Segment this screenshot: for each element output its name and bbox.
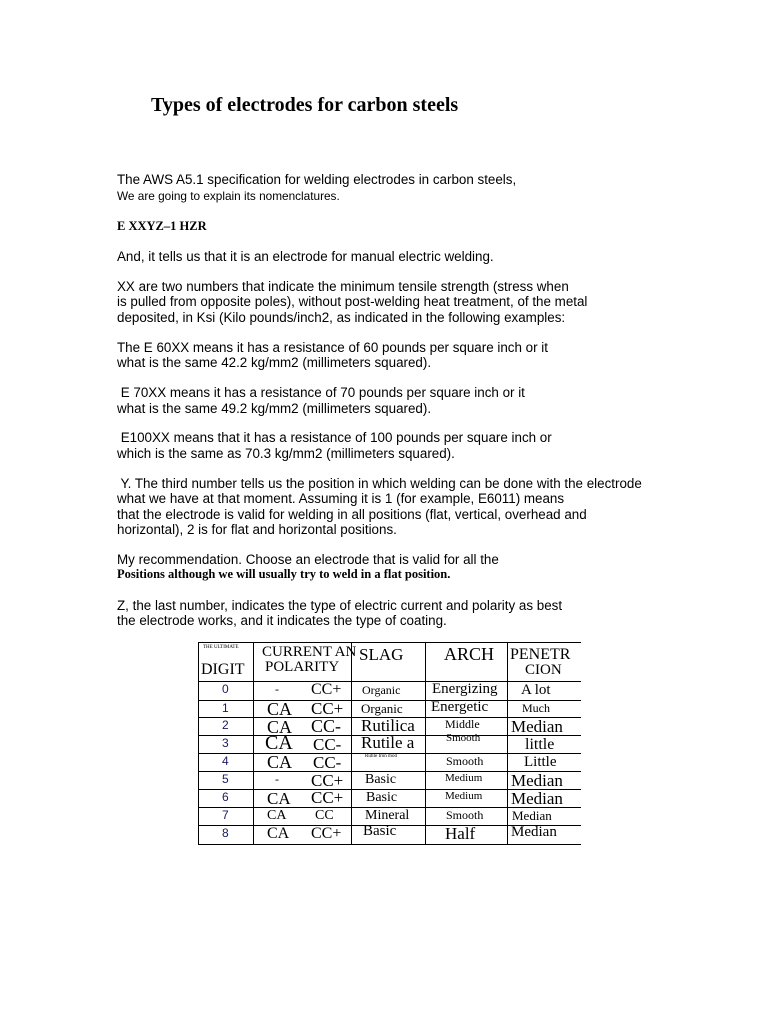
table-cell-digit: 2 (222, 718, 229, 732)
table-cell-slag: Organic (361, 701, 403, 716)
table-cell-slag: Rutile a (361, 733, 415, 752)
table-cell-ca: CA (267, 789, 291, 808)
electrode-digit-table (198, 642, 581, 845)
table-cell-cc: CC+ (311, 788, 344, 807)
paragraph-recommendation-line-1: My recommendation. Choose an electrode that is valid for all the (117, 552, 499, 567)
table-column-divider (425, 643, 426, 844)
paragraph-y-line-1: Y. The third number tells us the position in which welding can be done with the electrode (117, 476, 642, 491)
table-header-digit-caption: THE ULTIMATE (203, 645, 239, 650)
table-cell-cc: CC+ (311, 771, 344, 790)
table-cell-slag: Basic (365, 772, 397, 787)
table-cell-cc: CC (315, 808, 334, 823)
table-cell-digit: 4 (222, 754, 229, 768)
table-cell-slag: Mineral (365, 808, 410, 823)
table-cell-arch: Energizing (432, 681, 498, 697)
table-cell-cc: CC+ (311, 699, 344, 718)
table-cell-digit: 0 (222, 682, 229, 696)
table-cell-ca: CA (267, 825, 290, 842)
table-header-arch: ARCH (444, 644, 495, 664)
table-cell-cc: CC+ (311, 825, 342, 842)
table-cell-penetration: Much (522, 701, 550, 715)
table-cell-ca: CA (267, 752, 293, 772)
paragraph-e60-line-2: what is the same 42.2 kg/mm2 (millimeters squared). (117, 355, 432, 370)
table-column-divider (253, 643, 254, 844)
table-cell-slag: Rutile Iron mod (365, 754, 397, 759)
table-cell-digit: 7 (222, 808, 229, 822)
table-cell-penetration: Median (511, 717, 563, 736)
paragraph-e70-line-1: E 70XX means it has a resistance of 70 pounds per square inch or it (117, 385, 525, 400)
table-cell-slag: Rutilica (361, 716, 415, 735)
table-cell-digit: 5 (222, 772, 229, 786)
table-header-slag: SLAG (359, 645, 404, 664)
paragraph-recommendation-line-2: Positions although we will usually try to weld in a flat position. (117, 567, 451, 581)
table-cell-arch: Smooth (446, 732, 481, 744)
table-cell-cc: CC- (311, 716, 342, 736)
table-cell-slag: Basic (366, 790, 398, 805)
table-column-divider (351, 643, 352, 844)
table-header-digit: DIGIT (201, 661, 245, 678)
table-cell-penetration: Median (511, 789, 563, 808)
table-cell-arch: Medium (445, 772, 483, 784)
paragraph-manual: And, it tells us that it is an electrode for manual electric welding. (117, 249, 494, 264)
table-cell-slag: Basic (363, 823, 397, 839)
paragraph-z-line-1: Z, the last number, indicates the type of electric current and polarity as best (117, 598, 563, 613)
table-cell-digit: 8 (222, 826, 229, 840)
paragraph-z-line-2: the electrode works, and it indicates the type of coating. (117, 613, 447, 628)
table-cell-arch: Middle (445, 717, 480, 731)
table-cell-arch: Energetic (431, 699, 489, 715)
table-cell-ca: CA (267, 808, 287, 823)
paragraph-xx-line-1: XX are two numbers that indicate the minimum tensile strength (stress when (117, 279, 569, 294)
table-cell-ca: - (275, 682, 279, 696)
table-cell-cc: CC- (313, 753, 342, 772)
paragraph-y-line-3: that the electrode is valid for welding in all positions (flat, vertical, overhead and (117, 507, 587, 522)
table-cell-penetration: Median (511, 771, 563, 790)
table-cell-penetration: Median (512, 808, 552, 823)
table-column-divider (507, 643, 508, 844)
paragraph-xx-line-2: is pulled from opposite poles), without post-welding heat treatment, of the metal (117, 294, 588, 309)
paragraph-e70-line-2: what is the same 49.2 kg/mm2 (millimeters squared). (117, 401, 432, 416)
paragraph-y-line-4: horizontal), 2 is for flat and horizontal positions. (117, 522, 397, 537)
electrode-code: E XXYZ–1 HZR (117, 219, 207, 233)
table-cell-arch: Medium (445, 790, 483, 802)
paragraph-intro-line-1: The AWS A5.1 specification for welding electrodes in carbon steels, (117, 172, 517, 187)
table-cell-penetration: Median (511, 824, 557, 840)
table-cell-slag: Organic (362, 683, 401, 697)
table-cell-cc: CC- (313, 735, 342, 754)
table-header-penetration: PENETR (510, 646, 571, 663)
table-cell-arch: Half (445, 824, 476, 843)
paragraph-xx-line-3: deposited, in Ksi (Kilo pounds/inch2, as indicated in the following examples: (117, 310, 566, 325)
table-cell-ca: CA (267, 717, 293, 737)
table-cell-penetration: A lot (521, 682, 551, 698)
table-cell-ca: - (275, 772, 279, 786)
paragraph-intro-line-2: We are going to explain its nomenclatures. (117, 189, 340, 203)
paragraph-e60-line-1: The E 60XX means it has a resistance of 60 pounds per square inch or it (117, 340, 548, 355)
paragraph-y-line-2: what we have at that moment. Assuming it is 1 (for example, E6011) means (117, 491, 565, 506)
paragraph-e100-line-1: E100XX means that it has a resistance of 100 pounds per square inch or (117, 430, 552, 445)
table-cell-penetration: little (525, 736, 555, 753)
table-cell-cc: CC+ (311, 681, 342, 698)
table-cell-digit: 1 (222, 701, 229, 715)
table-header-polarity: POLARITY (265, 659, 340, 675)
table-cell-ca: CA (267, 699, 293, 719)
table-cell-penetration: Little (524, 754, 557, 770)
table-cell-digit: 3 (222, 736, 229, 750)
paragraph-e100-line-2: which is the same as 70.3 kg/mm2 (millimeters squared). (117, 446, 455, 461)
table-header-penetration-2: CION (525, 662, 562, 678)
table-cell-arch: Smooth (446, 808, 484, 822)
page-title: Types of electrodes for carbon steels (151, 94, 459, 116)
table-header-current: CURRENT AN (262, 644, 357, 660)
table-cell-digit: 6 (222, 790, 229, 804)
table-cell-arch: Smooth (446, 754, 484, 768)
table-cell-ca: CA (265, 732, 293, 754)
